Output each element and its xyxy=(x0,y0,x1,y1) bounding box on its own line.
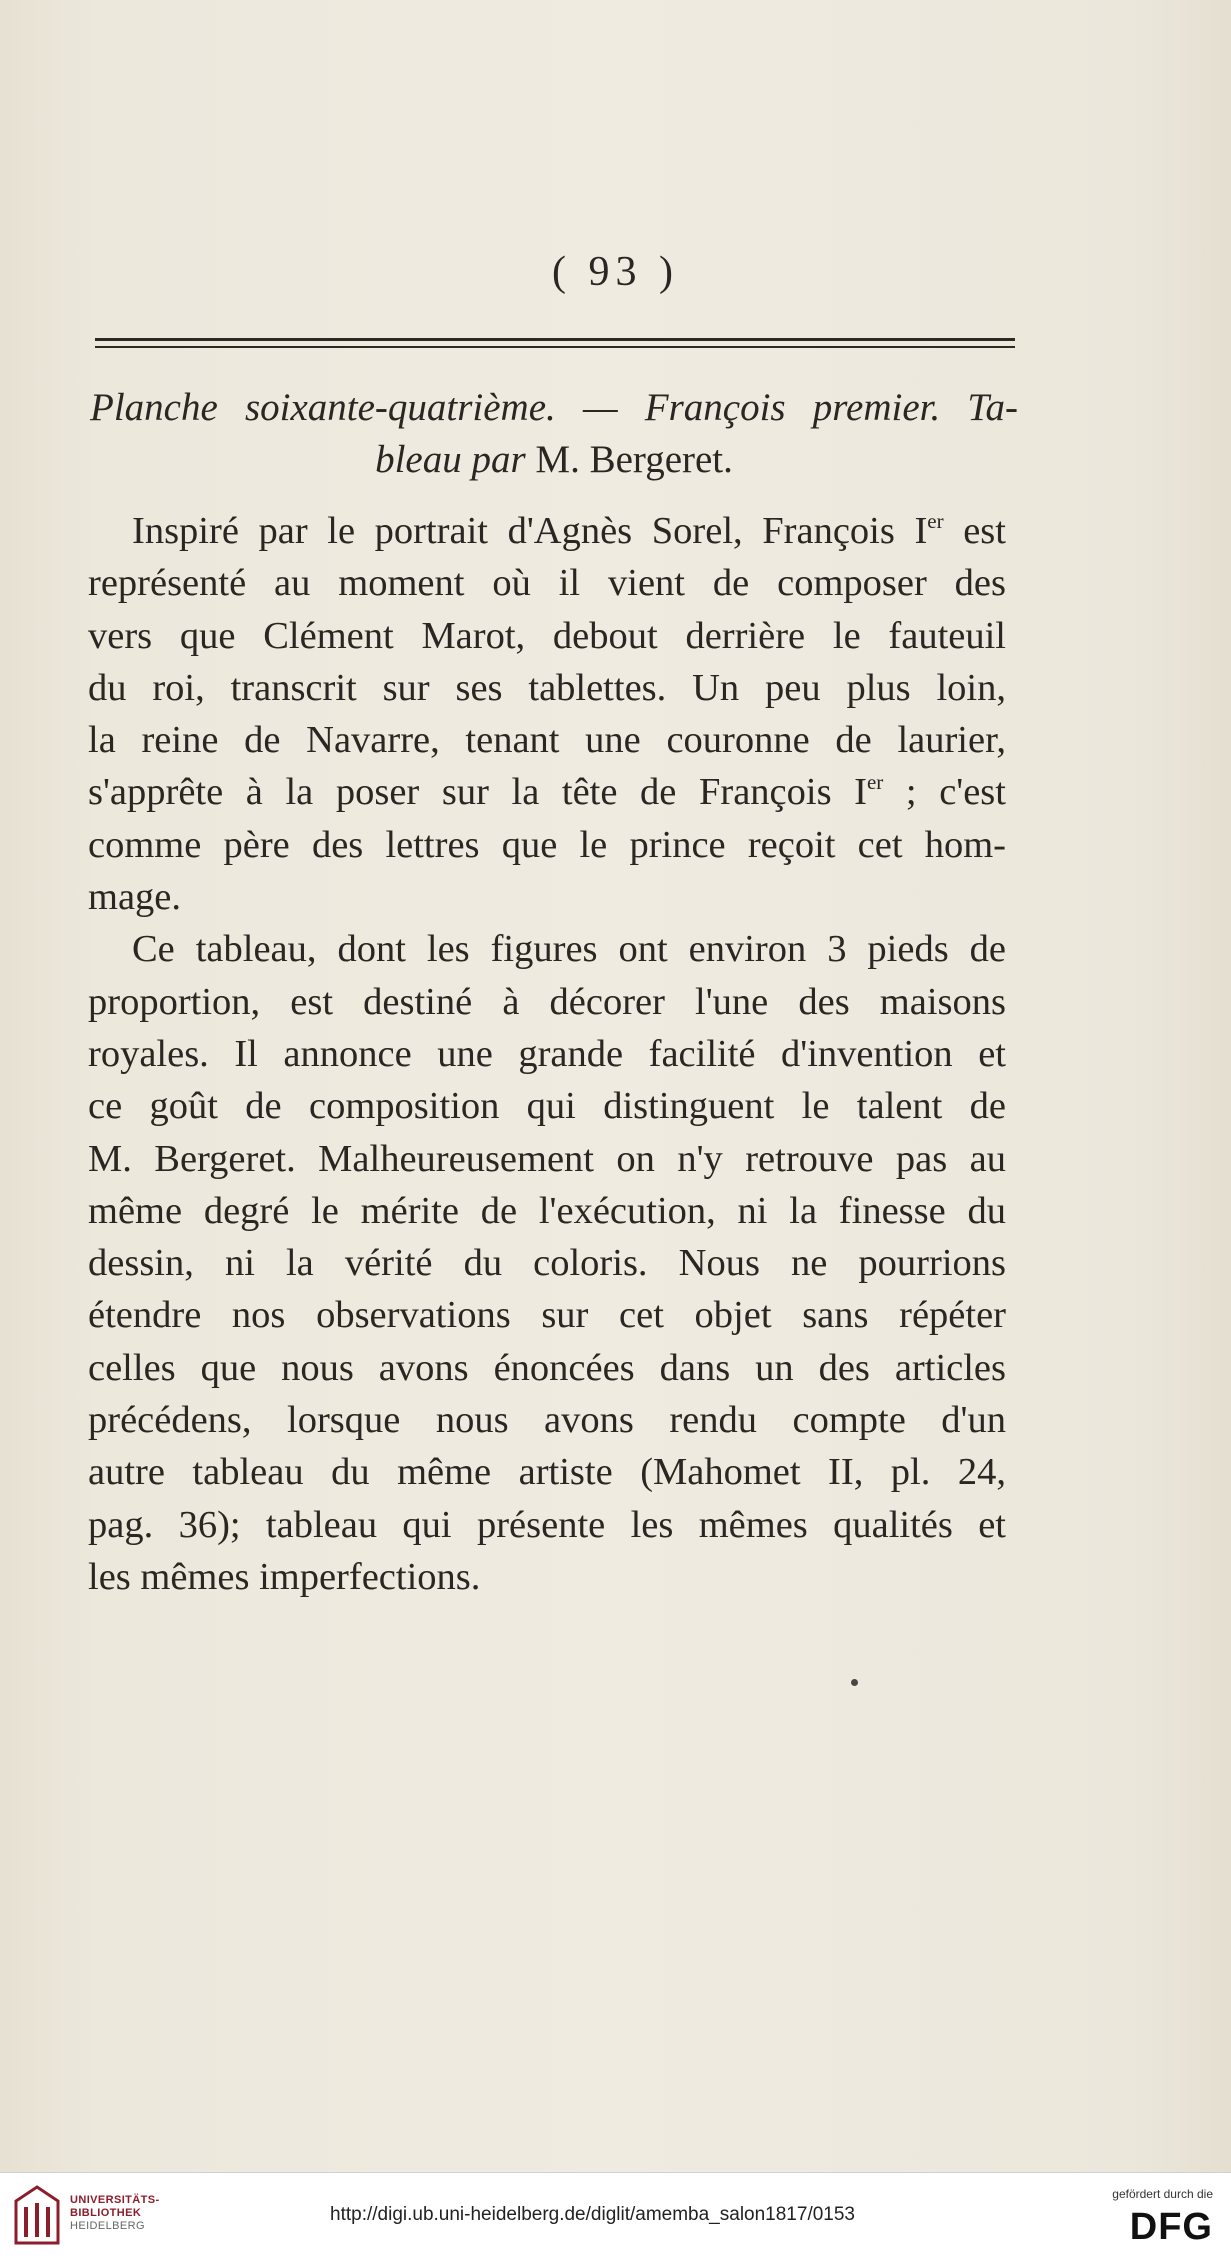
university-line-2: BIBLIOTHEK xyxy=(70,2207,142,2219)
text-line-tail: ; c'est xyxy=(883,771,1006,814)
text-line-tail: est xyxy=(943,510,1006,552)
text-line-main: proportion, est destiné à décorer l'une des maisons xyxy=(88,980,1006,1023)
footer-bar xyxy=(0,2172,1231,2260)
permalink-url[interactable]: http://digi.ub.uni-heidelberg.de/diglit/amemba_salon1817/0153 xyxy=(330,2204,855,2225)
text-line xyxy=(88,610,1006,662)
text-line xyxy=(88,976,1006,1028)
text-line-main: les mêmes imperfections. xyxy=(88,1555,481,1598)
text-line-main: celles que nous avons énoncées dans un des articles xyxy=(88,1346,1006,1389)
text-line-main: comme père des lettres que le prince reçoit cet hom- xyxy=(88,823,1006,866)
text-line xyxy=(88,1551,1006,1603)
text-line xyxy=(88,557,1006,609)
body-text xyxy=(88,505,1006,1603)
text-line xyxy=(88,1237,1006,1289)
text-line-main: représenté au moment où il vient de composer des xyxy=(88,562,1006,605)
text-line xyxy=(88,766,1006,818)
text-line xyxy=(88,662,1006,714)
text-line xyxy=(88,714,1006,766)
text-line xyxy=(88,505,1006,557)
superscript: er xyxy=(927,509,944,533)
university-name xyxy=(70,2194,160,2233)
text-line-main: pag. 36); tableau qui présente les mêmes qualités et xyxy=(88,1503,1006,1546)
text-line-main: du roi, transcrit sur ses tablettes. Un peu plus loin, xyxy=(88,666,1006,709)
header-rule-thick xyxy=(95,338,1015,341)
text-line-main: étendre nos observations sur cet objet sans répéter xyxy=(88,1294,1006,1337)
funded-by-label: gefördert durch die xyxy=(1112,2187,1213,2201)
text-line-main: Ce tableau, dont les figures ont environ 3 pieds de xyxy=(132,928,1006,971)
text-line-main: mage. xyxy=(88,876,181,919)
text-line xyxy=(88,1028,1006,1080)
text-line-main: s'apprête à la poser sur la tête de François I xyxy=(88,771,867,814)
text-line xyxy=(88,1394,1006,1446)
text-line-main: Inspiré par le portrait d'Agnès Sorel, François I xyxy=(132,510,928,552)
superscript: er xyxy=(866,770,884,795)
heading-prefix: bleau par xyxy=(375,438,526,481)
page-number: ( 93 ) xyxy=(552,249,679,295)
text-line xyxy=(88,923,1006,975)
text-line-main: royales. Il annonce une grande facilité d'invention et xyxy=(88,1032,1006,1075)
heading-line-1: Planche soixante-quatrième. — François premier. Ta- xyxy=(90,386,1018,429)
text-line-main: vers que Clément Marot, debout derrière le fauteuil xyxy=(88,614,1006,657)
university-line-1: UNIVERSITÄTS- xyxy=(70,2194,160,2206)
text-line xyxy=(88,1185,1006,1237)
text-line xyxy=(88,819,1006,871)
ink-speck xyxy=(851,1679,858,1686)
text-line xyxy=(88,1499,1006,1551)
heading-line-2 xyxy=(90,434,1018,486)
plate-heading xyxy=(90,382,1018,486)
header-rule-thin xyxy=(95,346,1015,348)
text-line-main: ce goût de composition qui distinguent le talent de xyxy=(88,1085,1006,1128)
text-line xyxy=(88,1133,1006,1185)
text-line xyxy=(88,1342,1006,1394)
university-logo-icon xyxy=(14,2185,60,2247)
text-line xyxy=(88,871,1006,923)
text-line xyxy=(88,1080,1006,1132)
text-line xyxy=(88,1289,1006,1341)
dfg-logo: DFG xyxy=(1129,2206,1213,2248)
text-line-main: M. Bergeret. Malheureusement on n'y retrouve pas au xyxy=(88,1137,1006,1180)
text-line-main: autre tableau du même artiste (Mahomet II, pl. 24, xyxy=(88,1451,1006,1494)
university-line-3: HEIDELBERG xyxy=(70,2220,145,2232)
text-line xyxy=(88,1446,1006,1498)
text-line-main: précédens, lorsque nous avons rendu compte d'un xyxy=(88,1399,1006,1442)
text-line-main: dessin, ni la vérité du coloris. Nous ne pourrions xyxy=(88,1242,1006,1285)
text-line-main: même degré le mérite de l'exécution, ni la finesse du xyxy=(88,1189,1006,1232)
artist-name: M. Bergeret. xyxy=(535,438,733,481)
text-line-main: la reine de Navarre, tenant une couronne de laurier, xyxy=(88,719,1006,762)
